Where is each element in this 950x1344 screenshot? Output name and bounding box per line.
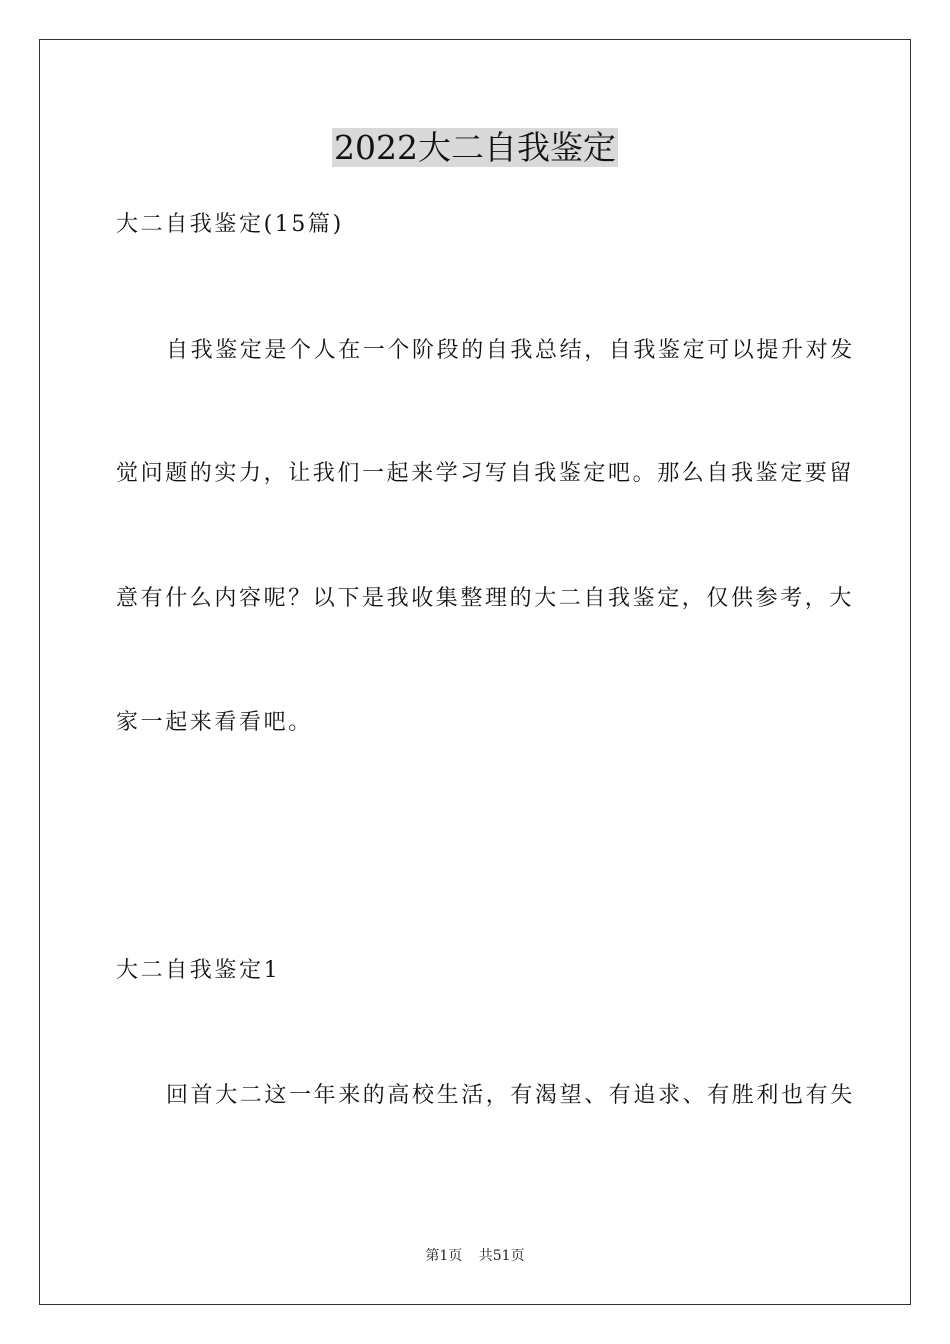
document-subtitle: 大二自我鉴定(15篇) <box>116 212 344 237</box>
intro-line-4: 家一起来看看吧。 <box>116 710 313 735</box>
page-total: 共51页 <box>478 1248 525 1264</box>
intro-line-3: 意有什么内容呢？以下是我收集整理的大二自我鉴定，仅供参考，大 <box>116 586 855 611</box>
document-title-text: 2022大二自我鉴定 <box>334 128 616 167</box>
page-footer <box>0 1246 950 1266</box>
section-first-line: 回首大二这一年来的高校生活，有渴望、有追求、有胜利也有失 <box>166 1083 855 1108</box>
intro-line-2: 觉问题的实力，让我们一起来学习写自我鉴定吧。那么自我鉴定要留 <box>116 461 855 486</box>
section-heading: 大二自我鉴定1 <box>116 958 281 983</box>
intro-line-1: 自我鉴定是个人在一个阶段的自我总结，自我鉴定可以提升对发 <box>166 338 855 363</box>
page-number: 第1页 <box>425 1248 463 1264</box>
document-title <box>0 126 950 170</box>
